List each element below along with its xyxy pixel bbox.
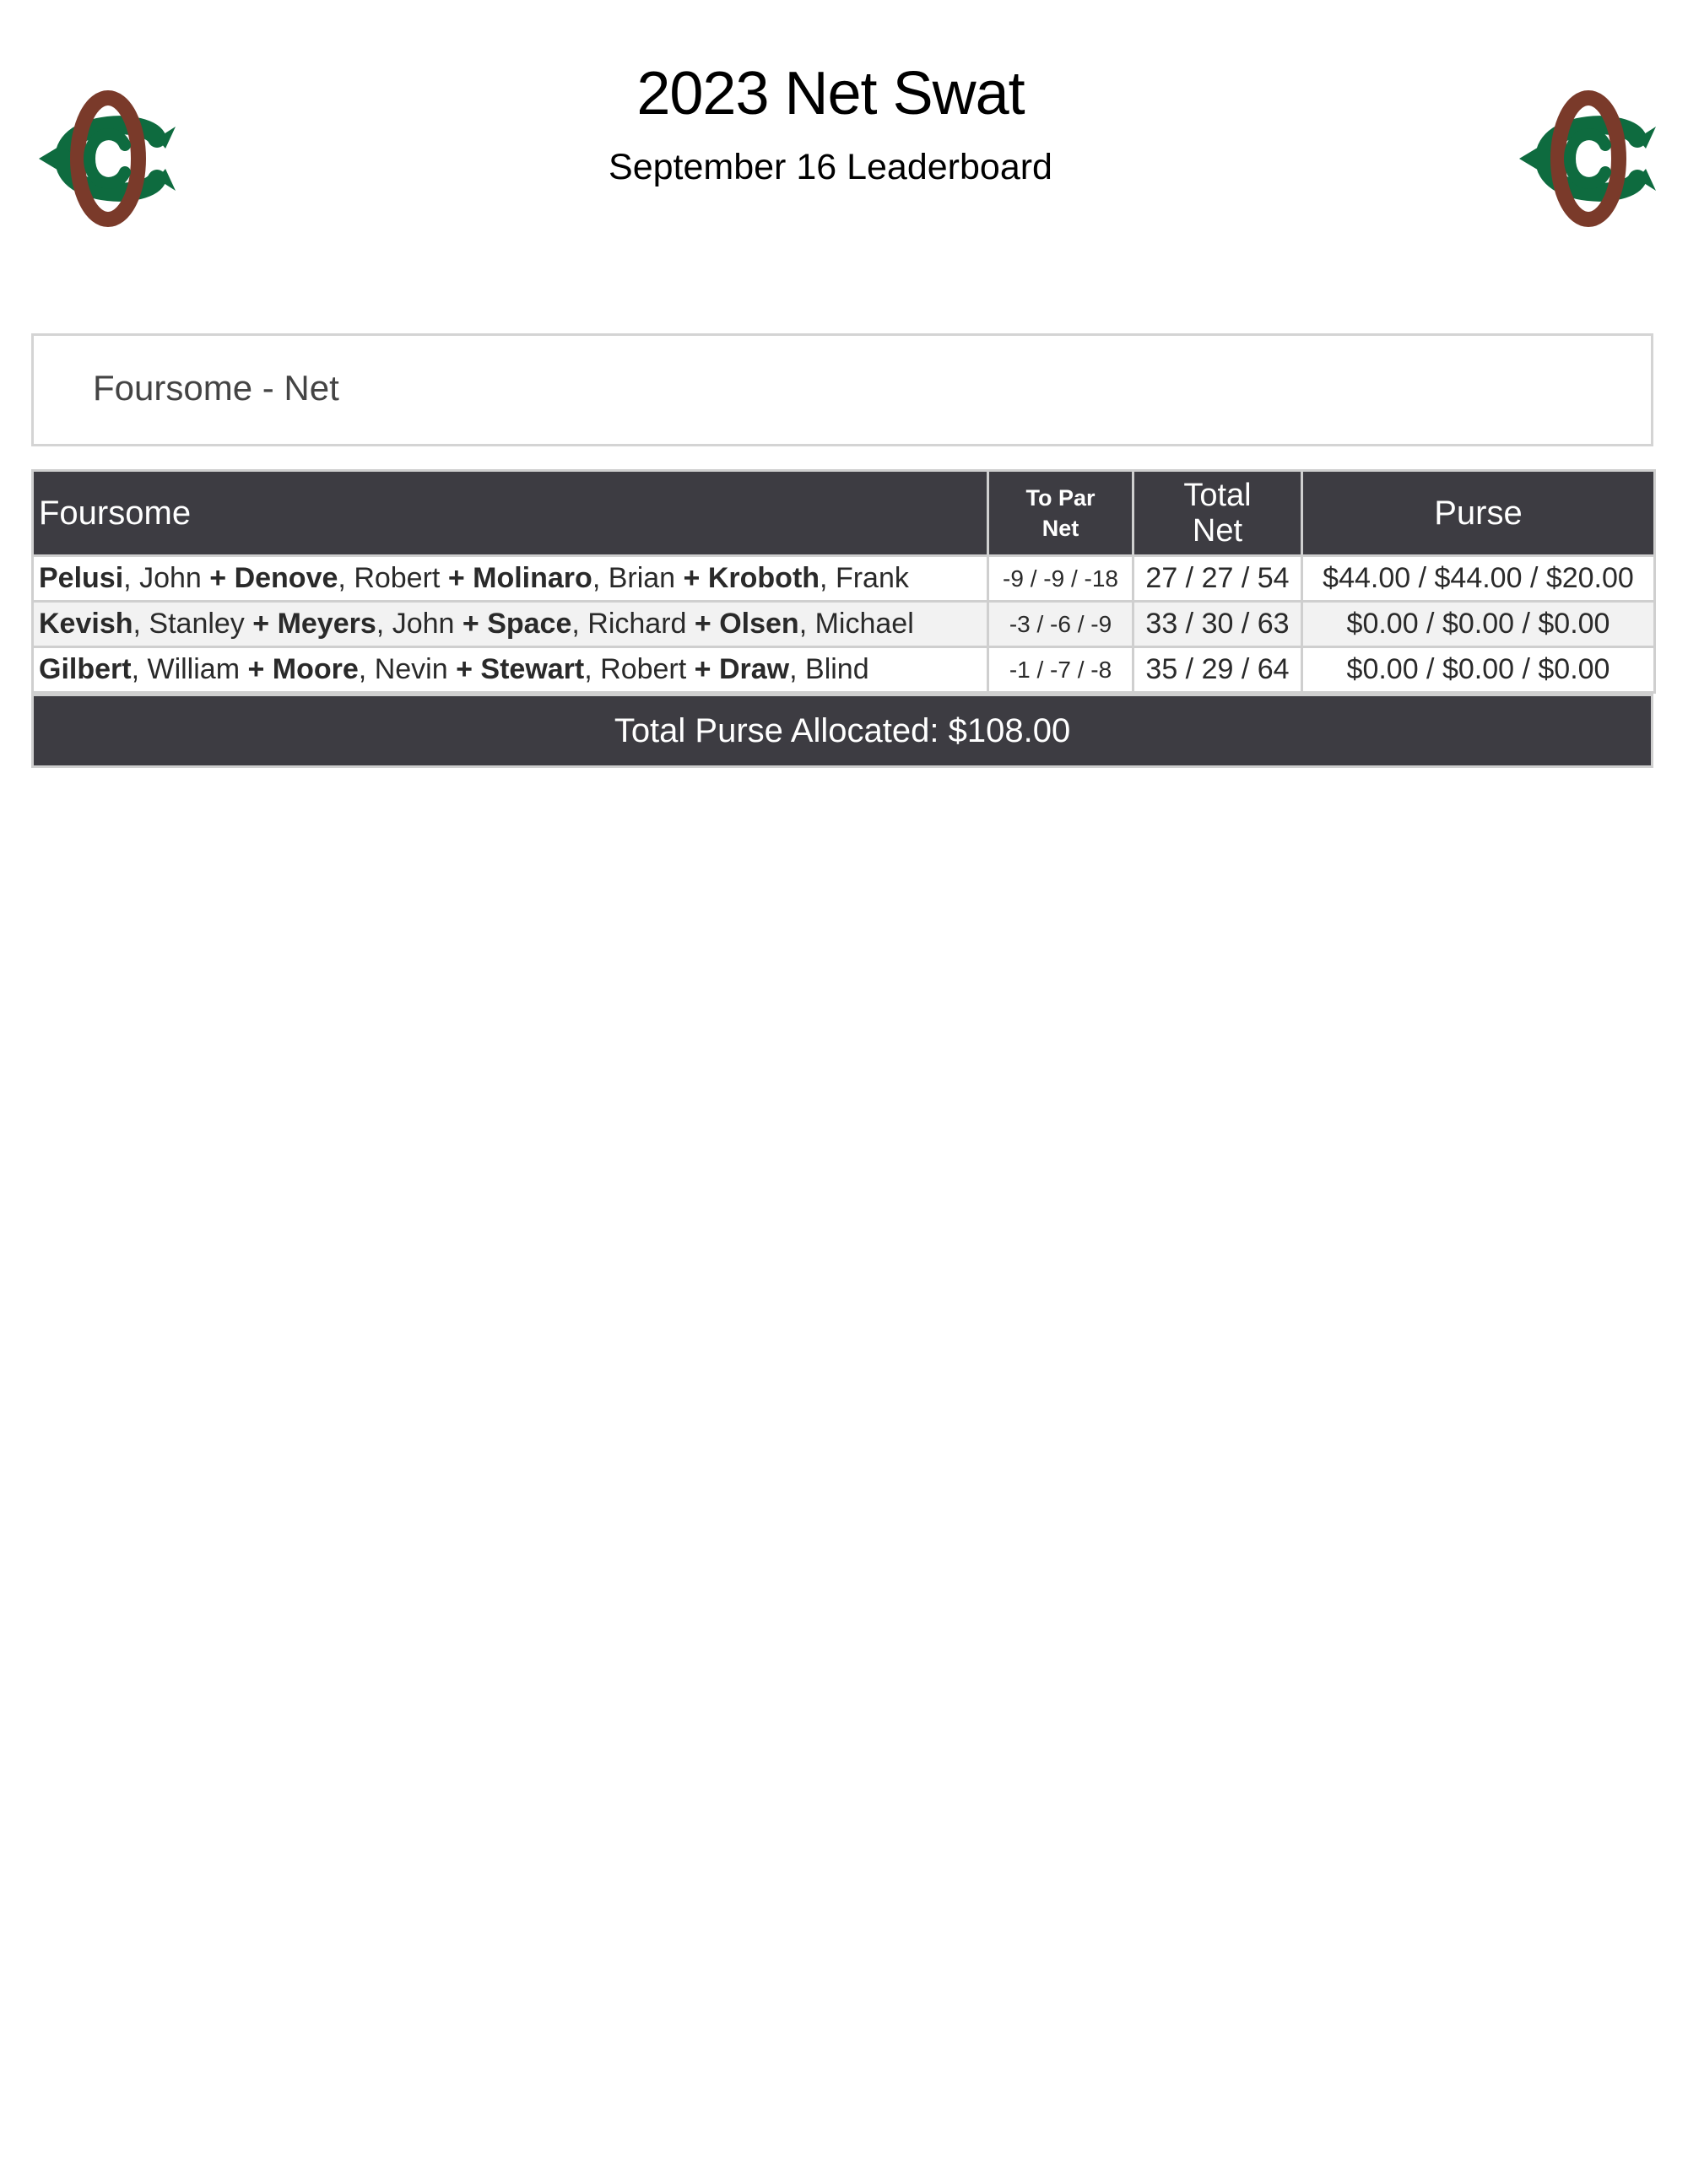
column-header-to-par-line1: To Par (1025, 485, 1096, 511)
player-last-name: Meyers (277, 608, 376, 640)
player-first-name: Blind (805, 653, 869, 685)
column-header-total-line2: Net (1192, 513, 1243, 549)
table-header-row (33, 471, 1655, 556)
to-par-cell: -1 / -7 / -8 (988, 647, 1133, 693)
player-first-name: Stanley (149, 608, 245, 640)
total-purse-bar: Total Purse Allocated: $108.00 (31, 694, 1653, 768)
player-separator: + (462, 608, 479, 640)
player-separator: + (209, 562, 227, 594)
player-first-name: Brian (608, 562, 676, 594)
player-last-name: Kroboth (707, 562, 820, 594)
player-first-name: Michael (814, 608, 914, 640)
name-comma: , (592, 562, 601, 594)
player-separator: + (447, 562, 465, 594)
column-header-purse: Purse (1302, 471, 1655, 556)
player-last-name: Moore (272, 653, 359, 685)
purse-cell: $0.00 / $0.00 / $0.00 (1302, 602, 1655, 647)
table-row (33, 556, 1655, 602)
name-comma: , (798, 608, 808, 640)
page-subtitle: September 16 Leaderboard (609, 147, 1052, 187)
column-header-to-par-line2: Net (1041, 516, 1079, 541)
name-comma: , (584, 653, 592, 685)
to-par-cell: -3 / -6 / -9 (988, 602, 1133, 647)
player-separator: + (252, 608, 270, 640)
to-par-cell: -9 / -9 / -18 (988, 556, 1133, 602)
column-header-to-par-net (988, 471, 1133, 556)
page-title: 2023 Net Swat (636, 60, 1025, 127)
total-net-cell: 35 / 29 / 64 (1133, 647, 1302, 693)
player-last-name: Stewart (480, 653, 585, 685)
table-row (33, 647, 1655, 693)
player-last-name: Olsen (719, 608, 799, 640)
player-last-name: Kevish (39, 608, 133, 640)
section-header (31, 333, 1653, 446)
name-comma: , (820, 562, 828, 594)
table-row (33, 602, 1655, 647)
player-first-name: Richard (587, 608, 687, 640)
total-net-cell: 33 / 30 / 63 (1133, 602, 1302, 647)
section-title: Foursome - Net (93, 368, 339, 408)
purse-cell: $0.00 / $0.00 / $0.00 (1302, 647, 1655, 693)
name-comma: , (376, 608, 385, 640)
name-comma: , (789, 653, 798, 685)
player-first-name: Robert (354, 562, 441, 594)
column-header-total-net (1133, 471, 1302, 556)
player-first-name: John (392, 608, 455, 640)
players-cell (33, 647, 988, 693)
name-comma: , (133, 608, 141, 640)
total-net-cell: 27 / 27 / 54 (1133, 556, 1302, 602)
player-separator: + (456, 653, 473, 685)
purse-cell: $44.00 / $44.00 / $20.00 (1302, 556, 1655, 602)
name-comma: , (131, 653, 140, 685)
player-first-name: Robert (600, 653, 687, 685)
player-first-name: Nevin (374, 653, 448, 685)
player-last-name: Pelusi (39, 562, 124, 594)
player-first-name: William (147, 653, 241, 685)
player-last-name: Molinaro (473, 562, 592, 594)
player-last-name: Space (487, 608, 572, 640)
player-last-name: Denove (234, 562, 338, 594)
player-last-name: Gilbert (39, 653, 132, 685)
player-last-name: Draw (718, 653, 790, 685)
name-comma: , (338, 562, 346, 594)
players-cell (33, 556, 988, 602)
column-header-total-line1: Total (1183, 478, 1252, 513)
player-separator: + (247, 653, 265, 685)
leaderboard-table (31, 469, 1656, 694)
player-separator: + (694, 608, 711, 640)
name-comma: , (358, 653, 367, 685)
players-cell (33, 602, 988, 647)
player-separator: + (683, 562, 701, 594)
column-header-foursome: Foursome (33, 471, 988, 556)
name-comma: , (571, 608, 580, 640)
name-comma: , (123, 562, 132, 594)
leaderboard-body (33, 556, 1655, 693)
player-separator: + (694, 653, 711, 685)
player-first-name: Frank (835, 562, 909, 594)
player-first-name: John (139, 562, 202, 594)
